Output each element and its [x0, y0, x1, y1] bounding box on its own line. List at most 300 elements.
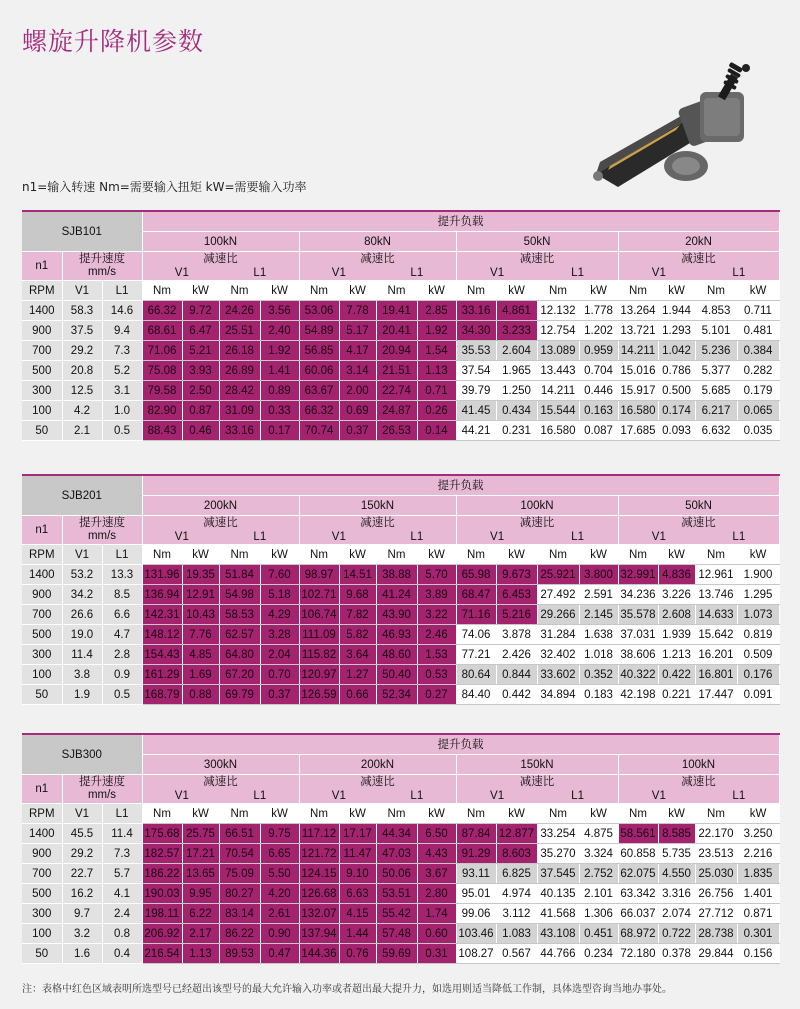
value-cell: 6.453 [496, 585, 537, 605]
value-cell: 55.42 [376, 904, 417, 924]
nm-header: Nm [142, 545, 182, 565]
value-cell: 3.56 [260, 301, 299, 321]
value-cell: 186.22 [142, 864, 182, 884]
value-cell: 33.16 [219, 421, 260, 441]
l1-cell: 0.5 [102, 685, 142, 705]
v1-label: V1 [651, 790, 666, 802]
value-cell: 2.074 [658, 904, 695, 924]
value-cell: 67.20 [219, 665, 260, 685]
value-cell: 175.68 [142, 824, 182, 844]
kw-header: kW [260, 545, 299, 565]
l1-cell: 7.3 [102, 844, 142, 864]
value-cell: 33.602 [537, 665, 579, 685]
value-cell: 15.642 [695, 625, 737, 645]
reduction-ratio-header [618, 516, 779, 545]
value-cell: 3.112 [496, 904, 537, 924]
value-cell: 0.89 [260, 381, 299, 401]
value-cell: 14.51 [339, 565, 376, 585]
legend-text: n1=输入转速 Nm=需要输入扭矩 kW=需要输入功率 [22, 180, 307, 194]
model-label: SJB101 [22, 211, 142, 252]
l1-header: L1 [102, 281, 142, 301]
value-cell: 13.746 [695, 585, 737, 605]
value-cell: 0.176 [737, 665, 779, 685]
value-cell: 37.545 [537, 864, 579, 884]
l1-cell: 4.1 [102, 884, 142, 904]
value-cell: 2.40 [260, 321, 299, 341]
load-header: 80kN [299, 232, 456, 252]
value-cell: 0.163 [579, 401, 618, 421]
value-cell: 25.75 [182, 824, 219, 844]
value-cell: 1.944 [658, 301, 695, 321]
value-cell: 17.685 [618, 421, 658, 441]
value-cell: 4.875 [579, 824, 618, 844]
v1-cell: 4.2 [62, 401, 102, 421]
value-cell: 57.48 [376, 924, 417, 944]
value-cell: 59.69 [376, 944, 417, 964]
value-cell: 74.06 [456, 625, 496, 645]
load-header: 300kN [142, 755, 299, 775]
value-cell: 44.766 [537, 944, 579, 964]
reduction-ratio-header [456, 252, 618, 281]
v1-label: V1 [174, 790, 189, 802]
nm-header: Nm [219, 804, 260, 824]
value-cell: 33.16 [456, 301, 496, 321]
value-cell: 3.14 [339, 361, 376, 381]
value-cell: 1.69 [182, 665, 219, 685]
value-cell: 66.51 [219, 824, 260, 844]
value-cell: 91.29 [456, 844, 496, 864]
value-cell: 63.67 [299, 381, 339, 401]
value-cell: 31.09 [219, 401, 260, 421]
value-cell: 102.71 [299, 585, 339, 605]
table-row [22, 321, 779, 341]
table-sjb201 [22, 474, 780, 705]
value-cell: 0.091 [737, 685, 779, 705]
value-cell: 80.64 [456, 665, 496, 685]
v1-header: V1 [62, 281, 102, 301]
reduction-label: 减速比 [360, 517, 395, 529]
value-cell: 25.51 [219, 321, 260, 341]
v1-label: V1 [174, 267, 189, 279]
value-cell: 33.254 [537, 824, 579, 844]
value-cell: 1.835 [737, 864, 779, 884]
value-cell: 65.98 [456, 565, 496, 585]
value-cell: 66.32 [142, 301, 182, 321]
value-cell: 126.68 [299, 884, 339, 904]
value-cell: 64.80 [219, 645, 260, 665]
load-header: 150kN [456, 755, 618, 775]
value-cell: 198.11 [142, 904, 182, 924]
value-cell: 68.47 [456, 585, 496, 605]
value-cell: 13.721 [618, 321, 658, 341]
v1-cell: 37.5 [62, 321, 102, 341]
value-cell: 75.08 [142, 361, 182, 381]
value-cell: 161.29 [142, 665, 182, 685]
kw-header: kW [579, 281, 618, 301]
value-cell: 43.90 [376, 605, 417, 625]
kw-header: kW [182, 545, 219, 565]
value-cell: 25.921 [537, 565, 579, 585]
value-cell: 0.27 [417, 685, 456, 705]
value-cell: 7.78 [339, 301, 376, 321]
value-cell: 16.580 [618, 401, 658, 421]
value-cell: 5.101 [695, 321, 737, 341]
value-cell: 15.917 [618, 381, 658, 401]
nm-header: Nm [299, 281, 339, 301]
kw-header: kW [579, 545, 618, 565]
value-cell: 75.09 [219, 864, 260, 884]
value-cell: 1.401 [737, 884, 779, 904]
value-cell: 16.801 [695, 665, 737, 685]
page-title: 螺旋升降机参数 [22, 27, 205, 56]
v1-cell: 12.5 [62, 381, 102, 401]
reduction-label: 减速比 [203, 253, 238, 265]
value-cell: 0.88 [182, 685, 219, 705]
table-row [22, 341, 779, 361]
nm-header: Nm [695, 545, 737, 565]
value-cell: 1.042 [658, 341, 695, 361]
value-cell: 1.27 [339, 665, 376, 685]
value-cell: 0.500 [658, 381, 695, 401]
value-cell: 2.50 [182, 381, 219, 401]
reduction-ratio-header [299, 775, 456, 804]
rpm-cell: 300 [22, 904, 62, 924]
value-cell: 5.377 [695, 361, 737, 381]
l1-cell: 11.4 [102, 824, 142, 844]
l1-cell: 2.8 [102, 645, 142, 665]
l1-label: L1 [410, 267, 424, 279]
nm-header: Nm [618, 545, 658, 565]
value-cell: 131.96 [142, 565, 182, 585]
value-cell: 115.82 [299, 645, 339, 665]
rpm-cell: 300 [22, 645, 62, 665]
value-cell: 54.89 [299, 321, 339, 341]
value-cell: 3.324 [579, 844, 618, 864]
value-cell: 32.991 [618, 565, 658, 585]
value-cell: 0.704 [579, 361, 618, 381]
v1-label: V1 [331, 267, 346, 279]
value-cell: 0.384 [737, 341, 779, 361]
load-header: 20kN [618, 232, 779, 252]
value-cell: 3.878 [496, 625, 537, 645]
value-cell: 66.32 [299, 401, 339, 421]
value-cell: 1.293 [658, 321, 695, 341]
value-cell: 0.301 [737, 924, 779, 944]
value-cell: 154.43 [142, 645, 182, 665]
rpm-cell: 100 [22, 401, 62, 421]
value-cell: 8.603 [496, 844, 537, 864]
value-cell: 121.72 [299, 844, 339, 864]
value-cell: 28.42 [219, 381, 260, 401]
kw-header: kW [260, 281, 299, 301]
value-cell: 0.451 [579, 924, 618, 944]
value-cell: 4.20 [260, 884, 299, 904]
value-cell: 0.46 [182, 421, 219, 441]
table-row [22, 401, 779, 421]
load-header: 50kN [456, 232, 618, 252]
table-row [22, 665, 779, 685]
nm-header: Nm [219, 281, 260, 301]
value-cell: 0.446 [579, 381, 618, 401]
value-cell: 0.231 [496, 421, 537, 441]
kw-header: kW [737, 804, 779, 824]
value-cell: 12.91 [182, 585, 219, 605]
value-cell: 1.638 [579, 625, 618, 645]
value-cell: 2.752 [579, 864, 618, 884]
value-cell: 41.45 [456, 401, 496, 421]
value-cell: 5.685 [695, 381, 737, 401]
l1-cell: 0.8 [102, 924, 142, 944]
v1-cell: 26.6 [62, 605, 102, 625]
l1-cell: 14.6 [102, 301, 142, 321]
value-cell: 0.819 [737, 625, 779, 645]
l1-cell: 0.4 [102, 944, 142, 964]
value-cell: 86.22 [219, 924, 260, 944]
model-label: SJB300 [22, 734, 142, 775]
v1-cell: 11.4 [62, 645, 102, 665]
table-row [22, 381, 779, 401]
value-cell: 15.016 [618, 361, 658, 381]
screw-jack-product-image [588, 62, 778, 194]
value-cell: 0.71 [417, 381, 456, 401]
value-cell: 95.01 [456, 884, 496, 904]
value-cell: 7.76 [182, 625, 219, 645]
value-cell: 29.266 [537, 605, 579, 625]
load-header: 100kN [456, 496, 618, 516]
rpm-cell: 700 [22, 341, 62, 361]
v1-cell: 3.8 [62, 665, 102, 685]
model-label: SJB201 [22, 475, 142, 516]
reduction-label: 减速比 [519, 253, 555, 265]
reduction-label: 减速比 [681, 776, 716, 788]
value-cell: 2.145 [579, 605, 618, 625]
nm-header: Nm [537, 545, 579, 565]
table-row [22, 585, 779, 605]
value-cell: 7.60 [260, 565, 299, 585]
l1-cell: 13.3 [102, 565, 142, 585]
value-cell: 21.51 [376, 361, 417, 381]
v1-cell: 53.2 [62, 565, 102, 585]
value-cell: 0.76 [339, 944, 376, 964]
value-cell: 9.68 [339, 585, 376, 605]
value-cell: 1.778 [579, 301, 618, 321]
value-cell: 15.544 [537, 401, 579, 421]
value-cell: 12.132 [537, 301, 579, 321]
table-sjb300 [22, 733, 780, 964]
value-cell: 69.79 [219, 685, 260, 705]
value-cell: 16.580 [537, 421, 579, 441]
lift-speed-header: 提升速度 mm/s [62, 775, 142, 804]
value-cell: 58.53 [219, 605, 260, 625]
value-cell: 142.31 [142, 605, 182, 625]
value-cell: 0.871 [737, 904, 779, 924]
value-cell: 1.13 [417, 361, 456, 381]
value-cell: 0.959 [579, 341, 618, 361]
table-row [22, 904, 779, 924]
value-cell: 2.00 [339, 381, 376, 401]
v1-cell: 34.2 [62, 585, 102, 605]
value-cell: 168.79 [142, 685, 182, 705]
value-cell: 1.213 [658, 645, 695, 665]
value-cell: 14.211 [618, 341, 658, 361]
value-cell: 1.13 [182, 944, 219, 964]
lift-speed-header: 提升速度 mm/s [62, 516, 142, 545]
value-cell: 1.018 [579, 645, 618, 665]
value-cell: 9.72 [182, 301, 219, 321]
value-cell: 80.27 [219, 884, 260, 904]
value-cell: 4.861 [496, 301, 537, 321]
load-header: 150kN [299, 496, 456, 516]
value-cell: 0.442 [496, 685, 537, 705]
value-cell: 22.74 [376, 381, 417, 401]
value-cell: 0.221 [658, 685, 695, 705]
value-cell: 4.836 [658, 565, 695, 585]
value-cell: 20.41 [376, 321, 417, 341]
value-cell: 4.17 [339, 341, 376, 361]
value-cell: 87.84 [456, 824, 496, 844]
v1-label: V1 [174, 531, 189, 543]
value-cell: 216.54 [142, 944, 182, 964]
value-cell: 6.22 [182, 904, 219, 924]
value-cell: 52.34 [376, 685, 417, 705]
l1-label: L1 [732, 790, 746, 802]
reduction-ratio-header [618, 775, 779, 804]
value-cell: 93.11 [456, 864, 496, 884]
table-row [22, 301, 779, 321]
v1-cell: 16.2 [62, 884, 102, 904]
reduction-ratio-header [456, 775, 618, 804]
value-cell: 77.21 [456, 645, 496, 665]
l1-label: L1 [253, 267, 267, 279]
value-cell: 4.853 [695, 301, 737, 321]
reduction-label: 减速比 [360, 253, 395, 265]
value-cell: 3.93 [182, 361, 219, 381]
reduction-ratio-header [618, 252, 779, 281]
rpm-cell: 700 [22, 864, 62, 884]
table-sjb101 [22, 210, 780, 441]
l1-label: L1 [410, 790, 424, 802]
value-cell: 40.322 [618, 665, 658, 685]
rpm-cell: 900 [22, 321, 62, 341]
value-cell: 9.75 [260, 824, 299, 844]
v1-cell: 29.2 [62, 844, 102, 864]
value-cell: 60.06 [299, 361, 339, 381]
kw-header: kW [579, 804, 618, 824]
value-cell: 70.74 [299, 421, 339, 441]
value-cell: 19.35 [182, 565, 219, 585]
value-cell: 63.342 [618, 884, 658, 904]
value-cell: 34.236 [618, 585, 658, 605]
value-cell: 1.92 [417, 321, 456, 341]
value-cell: 70.54 [219, 844, 260, 864]
value-cell: 38.606 [618, 645, 658, 665]
value-cell: 35.270 [537, 844, 579, 864]
value-cell: 27.492 [537, 585, 579, 605]
value-cell: 22.170 [695, 824, 737, 844]
value-cell: 1.41 [260, 361, 299, 381]
rpm-cell: 500 [22, 625, 62, 645]
kw-header: kW [496, 281, 537, 301]
v1-cell: 1.9 [62, 685, 102, 705]
value-cell: 0.434 [496, 401, 537, 421]
value-cell: 6.65 [260, 844, 299, 864]
value-cell: 24.26 [219, 301, 260, 321]
nm-header: Nm [456, 281, 496, 301]
value-cell: 1.965 [496, 361, 537, 381]
v1-cell: 20.8 [62, 361, 102, 381]
nm-header: Nm [695, 281, 737, 301]
value-cell: 0.422 [658, 665, 695, 685]
kw-header: kW [182, 281, 219, 301]
rpm-header: RPM [22, 545, 62, 565]
l1-cell: 8.5 [102, 585, 142, 605]
l1-cell: 5.2 [102, 361, 142, 381]
value-cell: 12.961 [695, 565, 737, 585]
value-cell: 6.825 [496, 864, 537, 884]
nm-header: Nm [456, 545, 496, 565]
value-cell: 1.073 [737, 605, 779, 625]
reduction-label: 减速比 [203, 517, 238, 529]
value-cell: 26.756 [695, 884, 737, 904]
value-cell: 83.14 [219, 904, 260, 924]
table-row [22, 605, 779, 625]
v1-cell: 58.3 [62, 301, 102, 321]
value-cell: 120.97 [299, 665, 339, 685]
v1-label: V1 [490, 531, 505, 543]
rpm-cell: 1400 [22, 824, 62, 844]
value-cell: 2.80 [417, 884, 456, 904]
nm-header: Nm [376, 545, 417, 565]
nm-header: Nm [219, 545, 260, 565]
nm-header: Nm [618, 804, 658, 824]
value-cell: 2.426 [496, 645, 537, 665]
l1-cell: 3.1 [102, 381, 142, 401]
value-cell: 0.234 [579, 944, 618, 964]
rpm-cell: 900 [22, 844, 62, 864]
value-cell: 13.443 [537, 361, 579, 381]
value-cell: 50.06 [376, 864, 417, 884]
v1-cell: 1.6 [62, 944, 102, 964]
value-cell: 0.378 [658, 944, 695, 964]
value-cell: 54.98 [219, 585, 260, 605]
value-cell: 89.53 [219, 944, 260, 964]
table-row [22, 924, 779, 944]
value-cell: 0.352 [579, 665, 618, 685]
kw-header: kW [658, 804, 695, 824]
v1-label: V1 [490, 790, 505, 802]
load-header: 100kN [142, 232, 299, 252]
value-cell: 12.877 [496, 824, 537, 844]
n1-header: n1 [22, 516, 62, 545]
value-cell: 35.578 [618, 605, 658, 625]
v1-cell: 29.2 [62, 341, 102, 361]
value-cell: 0.37 [260, 685, 299, 705]
value-cell: 0.26 [417, 401, 456, 421]
value-cell: 37.031 [618, 625, 658, 645]
value-cell: 137.94 [299, 924, 339, 944]
value-cell: 3.250 [737, 824, 779, 844]
l1-label: L1 [253, 531, 267, 543]
nm-header: Nm [376, 804, 417, 824]
value-cell: 20.94 [376, 341, 417, 361]
v1-cell: 2.1 [62, 421, 102, 441]
value-cell: 4.85 [182, 645, 219, 665]
value-cell: 0.47 [260, 944, 299, 964]
l1-label: L1 [732, 531, 746, 543]
value-cell: 9.95 [182, 884, 219, 904]
value-cell: 1.53 [417, 645, 456, 665]
value-cell: 46.93 [376, 625, 417, 645]
